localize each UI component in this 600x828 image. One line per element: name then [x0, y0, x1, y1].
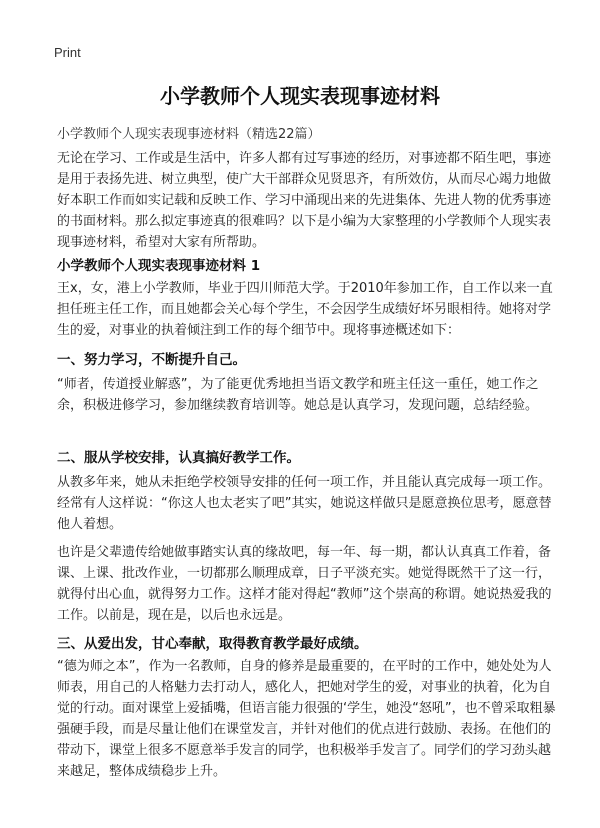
document-subtitle: 小学教师个人现实表现事迹材料（精选22篇）	[57, 127, 321, 142]
intro-paragraph: 无论在学习、工作或是生活中，许多人都有过写事迹的经历，对事迹都不陌生吧，事迹是用于表扬先进、树立典型，使广大干部群众见贤思齐，有所效仿，从而尽心竭力地做好本职工作而如实记载和反映工作、学习中涌现出来的先进集体、先进人物的优秀事迹的书面材料。那么拟定事迹真的很难吗？以下是小编为大家整理的小学教师个人现实表现事迹材料，希望对大家有所帮助。	[57, 151, 552, 250]
page-title: 小学教师个人现实表现事迹材料	[160, 84, 440, 108]
section-title: 小学教师个人现实表现事迹材料 1	[57, 258, 261, 274]
heading-1: 一、努力学习，不断提升自己。	[57, 352, 246, 368]
paragraph-4: 也许是父辈遗传给她做事踏实认真的缘故吧，每一年、每一期，都认认真真工作着，备课、上课、批改作业，一切都那么顺理成章，日子平淡充实。她觉得既然干了这一行，就得付出心血，就得努力工作。这样才能对得起“教师”这个崇高的称谓。她说热爱我的工作。以前是，现在是，以后也永远是。	[57, 545, 552, 623]
paragraph-5: “德为师之本”，作为一名教师，自身的修养是最重要的，在平时的工作中，她处处为人师表，用自己的人格魅力去打动人，感化人，把她对学生的爱，对事业的执着，化为自觉的行动。面对课堂上爱插嘴，但语言能力很强的‘学生，她没“怒吼”，也不曾采取粗暴强硬手段，而是尽量让他们在课堂发言，并针对他们的优点进行鼓励、表扬。在他们的带动下，课堂上很多不愿意举手发言的同学，也积极举手发言了。同学们的学习劲头越来越足，整体成绩稳步上升。	[57, 659, 556, 779]
paragraph-1: 王x，女，港上小学教师，毕业于四川师范大学。于2010年参加工作，自工作以来一直担任班主任工作，而且她都会关心每个学生，不会因学生成绩好坏另眼相待。她将对学生的爱，对事业的执着倾注到工作的每个细节中。现将事迹概述如下：	[57, 281, 553, 338]
print-link[interactable]: Print	[54, 45, 81, 60]
paragraph-2: “师者，传道授业解惑”，为了能更优秀地担当语文教学和班主任这一重任，她工作之余，积极进修学习，参加继续教育培训等。她总是认真学习，发现问题，总结经验。	[57, 377, 539, 413]
heading-2: 二、服从学校安排，认真搞好教学工作。	[57, 450, 300, 466]
heading-3: 三、从爱出发，甘心奉献，取得教育教学最好成绩。	[57, 636, 368, 652]
paragraph-3: 从教多年来，她从未拒绝学校领导安排的任何一项工作，并且能认真完成每一项工作。经常有人这样说：“你这人也太老实了吧”其实，她说这样做只是愿意换位思考，愿意替他人着想。	[57, 475, 552, 532]
